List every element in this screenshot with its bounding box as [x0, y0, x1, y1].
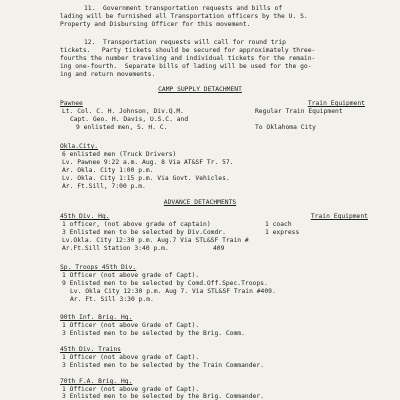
div-hq-line3: Lv.Okla. City 12:30 p.m. Aug.7 Via STL&SF Train # [62, 237, 249, 244]
fa-brig-line2: 3 Enlisted men to be selected by the Brig. Commander. [62, 393, 264, 400]
div-hq-title: 45th Div. Hq. [60, 213, 110, 220]
para12-line5: ing and return movements. [60, 71, 156, 78]
okla-city-line5: Ar. Ft.Sill, 7:00 p.m. [62, 183, 146, 190]
div-hq-equip2: 1 express [265, 229, 300, 236]
inf-brig-line1: 1 Officer (not above Grade of Capt). [62, 322, 200, 329]
pawnee-line1: Lt. Col. C. H. Johnson, Div.Q.M. [62, 108, 184, 115]
div-trains-line1: 1 Officer (not above grade of Capt). [62, 354, 200, 361]
camp-supply-train-equipment-header: Train Equipment [307, 100, 365, 107]
okla-city-line4: Lv. Okla. City 1:15 p.m. Via Govt. Vehicles. [62, 175, 230, 182]
pawnee-equip2: To Oklahoma City [255, 124, 316, 131]
inf-brig-title: 90th Inf. Brig. Hq. [60, 314, 133, 321]
div-trains-line2: 3 Enlisted men to be selected by the Train Commander. [62, 362, 264, 369]
div-hq-line3-train-number: 409 [213, 245, 225, 252]
pawnee-place: Pawnee [60, 100, 83, 107]
okla-city-line1: 6 enlisted men (Truck Drivers) [62, 151, 177, 158]
pawnee-line2: Capt. Geo. H. Davis, U.S.C. and [70, 116, 189, 123]
sp-troops-line4: Ar. Ft. Sill 3:30 p.m. [70, 296, 154, 303]
pawnee-equip1: Regular Train Equipment [255, 108, 343, 115]
para12-line1: 12. Transportation requests will call for round trip [84, 39, 286, 46]
para11-line3: Property and Disbursing Officer for this movement. [60, 21, 251, 28]
inf-brig-line2: 3 Enlisted men to be selected by the Brig. Comm. [62, 330, 245, 337]
sp-troops-line2: 9 Enlisted men to be selected by Comd.Off.Spec.Troops. [62, 280, 268, 287]
div-hq-equip1: 1 coach [265, 221, 292, 228]
para11-line2: lading will be furnished all Transportation officers by the U. S. [60, 13, 308, 20]
sp-troops-line1: 1 Officer (not above grade of Capt). [62, 272, 200, 279]
fa-brig-line1: 1 Officer (not above grade of Capt). [62, 386, 200, 393]
div-hq-train-equipment-header: Train Equipment [310, 213, 368, 220]
para11-line1: 11. Government transportation requests and bills of [84, 5, 283, 12]
okla-city-place: Okla.City. [60, 143, 99, 150]
okla-city-line3: Ar. Okla. City 1:00 p.m. [62, 167, 154, 174]
okla-city-line2: Lv. Pawnee 9:22 a.m. Aug. 8 Via AT&SF Tr. 57. [62, 159, 234, 166]
camp-supply-heading: CAMP SUPPLY DETACHMENT [158, 86, 242, 93]
advance-heading: ADVANCE DETACHMENTS [163, 199, 237, 206]
div-trains-title: 45th Div. Trains [60, 346, 121, 353]
para12-line2: tickets. Party tickets should be secured for approximately three- [60, 47, 316, 54]
div-hq-line2: 3 Enlisted men to be selected by Div.Comdr. [62, 229, 226, 236]
pawnee-line3: 9 enlisted men, S. H. C. [76, 124, 168, 131]
fa-brig-title: 70th F.A. Brig. Hq. [60, 378, 133, 385]
sp-troops-line3: Lv. Okla City 12:30 p.m. Aug 7. Via STL&SF Train #409. [70, 288, 276, 295]
sp-troops-title: Sp. Troops 45th Div. [60, 264, 137, 271]
para12-line3: fourths the number traveling and individual tickets for the remain- [60, 55, 316, 62]
div-hq-line4: Ar.Ft.Sill Station 3:40 p.m. [62, 245, 169, 252]
div-hq-line1: 1 officer, (not above grade of captain) [62, 221, 211, 228]
para12-line4: ing one-fourth. Separate bills of lading will be used for the go- [60, 63, 312, 70]
